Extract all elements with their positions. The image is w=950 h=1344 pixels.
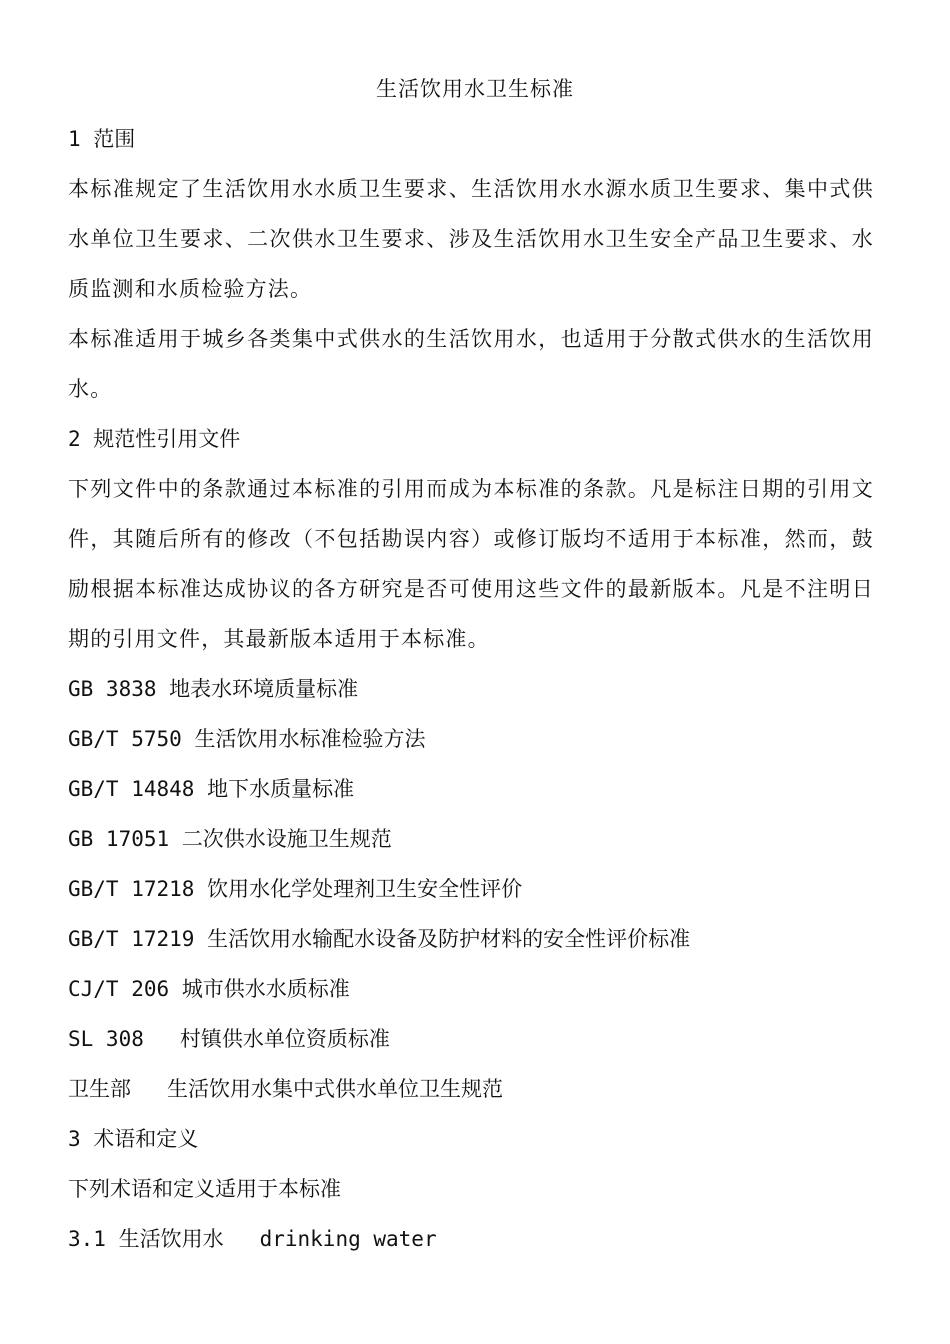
reference-code: CJ/T 206 bbox=[68, 977, 170, 1001]
section-heading-terms: 3 术语和定义 bbox=[68, 1127, 199, 1151]
section-heading-scope: 1 范围 bbox=[68, 127, 136, 151]
reference-title: 生活饮用水标准检验方法 bbox=[194, 727, 426, 751]
reference-code: GB/T 14848 bbox=[68, 777, 195, 801]
document-title: 生活饮用水卫生标准 bbox=[376, 77, 574, 101]
reference-title: 村镇供水单位资质标准 bbox=[179, 1027, 390, 1051]
reference-code: GB/T 17218 bbox=[68, 877, 195, 901]
reference-item bbox=[68, 674, 874, 704]
reference-item bbox=[68, 1024, 874, 1054]
reference-item bbox=[68, 974, 874, 1004]
reference-title: 二次供水设施卫生规范 bbox=[181, 827, 392, 851]
reference-item bbox=[68, 774, 874, 804]
reference-code: GB 3838 bbox=[68, 677, 157, 701]
reference-item bbox=[68, 824, 874, 854]
term-entry bbox=[68, 1224, 874, 1254]
paragraph-scope-2: 本标准适用于城乡各类集中式供水的生活饮用水，也适用于分散式供水的生活饮用水。 bbox=[68, 327, 874, 401]
paragraph-scope-1: 本标准规定了生活饮用水水质卫生要求、生活饮用水水源水质卫生要求、集中式供水单位卫生要求、二次供水卫生要求、涉及生活饮用水卫生安全产品卫生要求、水质监测和水质检验方法。 bbox=[68, 177, 874, 301]
term-number: 3.1 bbox=[68, 1227, 106, 1251]
reference-code: SL 308 bbox=[68, 1027, 144, 1051]
reference-title: 饮用水化学处理剂卫生安全性评价 bbox=[207, 877, 523, 901]
reference-item bbox=[68, 724, 874, 754]
reference-code: GB 17051 bbox=[68, 827, 170, 851]
term-english: drinking water bbox=[259, 1227, 437, 1251]
reference-item bbox=[68, 874, 874, 904]
paragraph-terms-intro: 下列术语和定义适用于本标准 bbox=[68, 1177, 341, 1201]
paragraph-references-intro: 下列文件中的条款通过本标准的引用而成为本标准的条款。凡是标注日期的引用文件，其随后所有的修改（不包括勘误内容）或修订版均不适用于本标准，然而，鼓励根据本标准达成协议的各方研究是否可使用这些文件的最新版本。凡是不注明日期的引用文件，其最新版本适用于本标准。 bbox=[68, 477, 874, 651]
reference-item bbox=[68, 924, 874, 954]
reference-item bbox=[68, 1074, 874, 1104]
reference-code: GB/T 17219 bbox=[68, 927, 195, 951]
reference-title: 生活饮用水输配水设备及防护材料的安全性评价标准 bbox=[207, 927, 691, 951]
term-chinese: 生活饮用水 bbox=[118, 1227, 224, 1251]
reference-title: 地下水质量标准 bbox=[207, 777, 355, 801]
reference-code: 卫生部 bbox=[68, 1077, 131, 1101]
reference-title: 城市供水水质标准 bbox=[181, 977, 350, 1001]
reference-title: 地表水环境质量标准 bbox=[169, 677, 359, 701]
document-body bbox=[68, 124, 874, 1274]
reference-code: GB/T 5750 bbox=[68, 727, 182, 751]
reference-title: 生活饮用水集中式供水单位卫生规范 bbox=[167, 1077, 503, 1101]
section-heading-references: 2 规范性引用文件 bbox=[68, 427, 241, 451]
